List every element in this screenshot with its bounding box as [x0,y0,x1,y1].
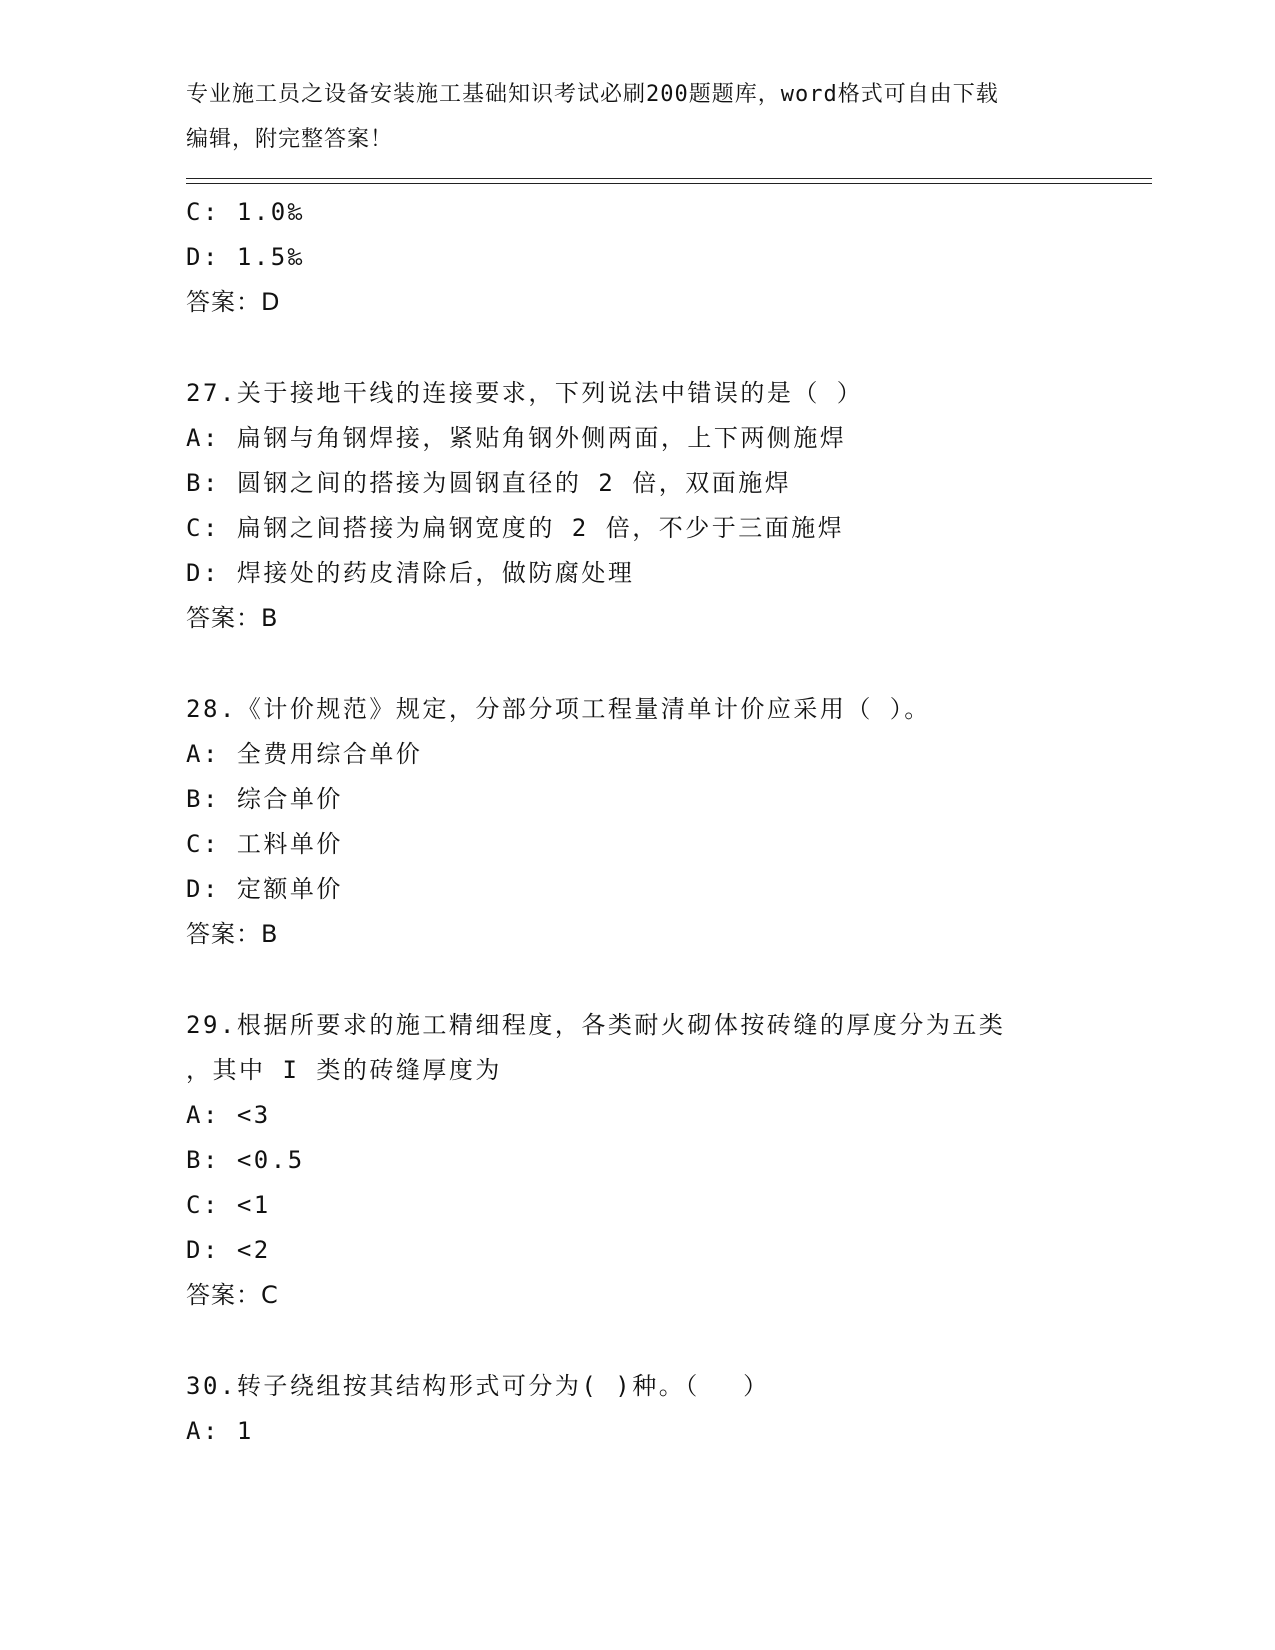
header-line-2: 编辑，附完整答案！ [186,127,394,152]
question-text: 28.《计价规范》规定，分部分项工程量清单计价应采用（ ）。 [186,695,931,723]
answer-label: 答案：C [186,1281,279,1309]
answer-label: 答案：D [186,288,281,316]
question-block-30 [186,1364,1126,1454]
option-a: A: 全费用综合单价 [186,740,423,768]
header-divider-bottom [186,183,1152,184]
spacer [186,957,1126,1003]
header-line-1: 专业施工员之设备安装施工基础知识考试必刷200题题库，word格式可自由下载 [186,82,999,107]
option-a: A: 1 [186,1417,254,1445]
document-header [186,72,1086,162]
question-block-29 [186,1003,1126,1318]
question-text: 29.根据所要求的施工精细程度，各类耐火砌体按砖缝的厚度分为五类 [186,1011,1006,1039]
option-b: B: 综合单价 [186,785,343,813]
spacer [186,1318,1126,1364]
option-d: D: 定额单价 [186,875,343,903]
option-d: D: 1.5‰ [186,243,305,271]
question-list [186,190,1126,1454]
question-text-continued: ，其中 I 类的砖缝厚度为 [186,1056,502,1084]
question-text: 27.关于接地干线的连接要求，下列说法中错误的是（ ） [186,379,864,407]
question-block-28 [186,687,1126,957]
spacer [186,641,1126,687]
answer-label: 答案：B [186,920,279,948]
option-a: A: 扁钢与角钢焊接，紧贴角钢外侧两面，上下两侧施焊 [186,424,847,452]
option-b: B: 圆钢之间的搭接为圆钢直径的 2 倍，双面施焊 [186,469,792,497]
header-divider-top [186,178,1152,179]
option-c: C: 扁钢之间搭接为扁钢宽度的 2 倍，不少于三面施焊 [186,514,845,542]
question-text: 30.转子绕组按其结构形式可分为( )种。（ ） [186,1372,770,1400]
option-c: C: 工料单价 [186,830,343,858]
question-block-26 [186,190,1126,325]
option-b: B: <0.5 [186,1146,305,1174]
option-a: A: <3 [186,1101,271,1129]
option-d: D: <2 [186,1236,271,1264]
option-c: C: 1.0‰ [186,198,305,226]
option-d: D: 焊接处的药皮清除后，做防腐处理 [186,559,635,587]
answer-label: 答案：B [186,604,279,632]
spacer [186,325,1126,371]
question-block-27 [186,371,1126,641]
option-c: C: <1 [186,1191,271,1219]
